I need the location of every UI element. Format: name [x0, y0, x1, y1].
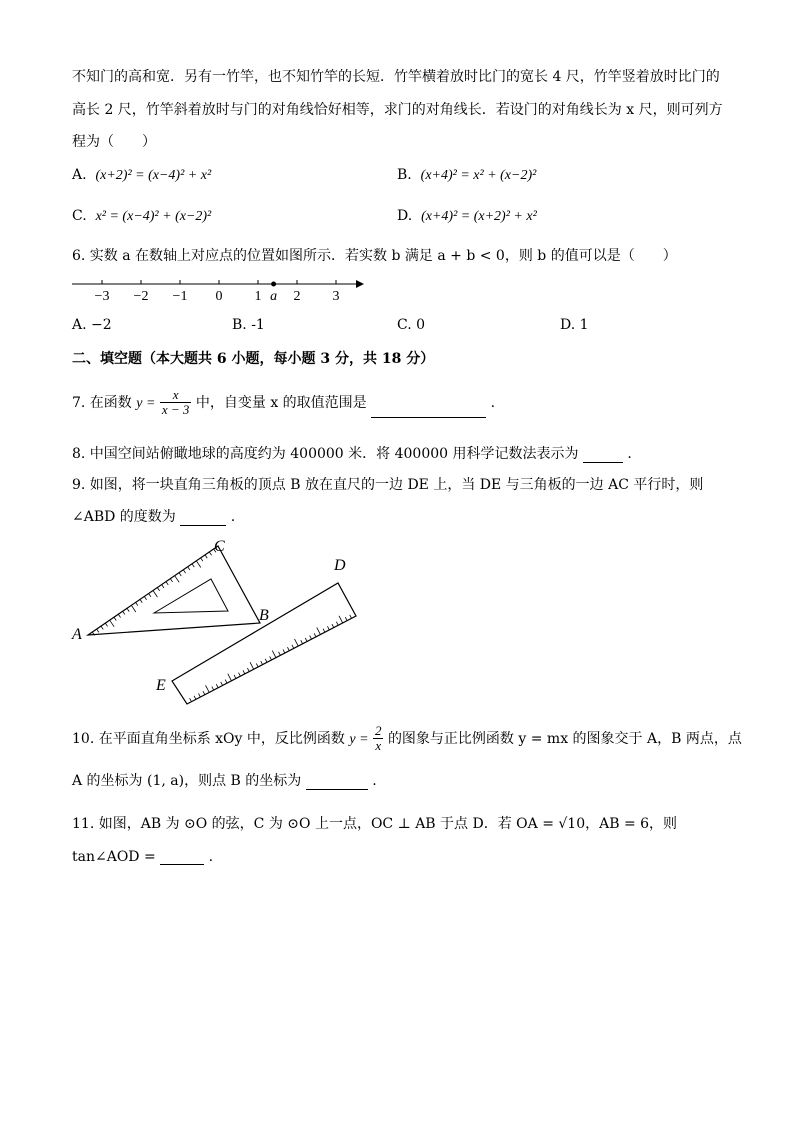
q7-answer-blank[interactable]: [371, 403, 486, 418]
option-label: A.: [72, 167, 87, 183]
q8-end: .: [627, 446, 632, 462]
ruler-tick: [265, 659, 267, 663]
ruler-tick: [345, 617, 347, 621]
ruler-tick: [243, 670, 245, 674]
label-b: B: [259, 607, 269, 624]
set-square-tick: [196, 561, 200, 568]
q9-line2: [72, 506, 235, 526]
q9-line1: 9. 如图，将一块直角三角板的顶点 B 放在直尺的一边 DE 上，当 DE 与三角板的一边 AC 平行时，则: [72, 477, 704, 493]
q8-answer-blank[interactable]: [583, 448, 623, 463]
set-square-inner-hole: [154, 579, 228, 613]
q8-text: 8. 中国空间站俯瞰地球的高度约为 400000 米．将 400000 用科学记数法表示为: [72, 446, 579, 462]
set-square-tick: [175, 576, 179, 583]
q11-answer-blank[interactable]: [160, 850, 204, 865]
set-square-tick: [114, 617, 116, 620]
q7-end: .: [490, 394, 496, 411]
number-line-tick-label: −3: [94, 289, 110, 304]
q6-option-c: C. 0: [397, 317, 426, 333]
q7-func-lhs: y =: [136, 395, 156, 411]
number-line-tick-label: 1: [254, 289, 262, 304]
q10-end: .: [372, 773, 377, 789]
ruler-tick: [279, 652, 281, 656]
ruler-tick: [206, 685, 210, 692]
set-square-tick: [136, 602, 138, 605]
q10-denominator: x: [375, 738, 382, 754]
ruler-tick: [221, 682, 223, 686]
q9-answer-blank[interactable]: [180, 511, 226, 526]
q10-prefix: 10. 在平面直角坐标系 xOy 中，反比例函数: [72, 730, 345, 747]
option-formula: (x+2)² = (x−4)² + x²: [95, 168, 212, 183]
label-d: D: [334, 557, 346, 574]
ruler-tick: [350, 615, 352, 619]
q5-option-a: [72, 167, 211, 184]
ruler-tick: [228, 674, 232, 681]
number-line-arrow: [356, 280, 364, 288]
ruler-tick: [212, 687, 214, 691]
q10-answer-blank[interactable]: [306, 775, 368, 790]
set-square-tick: [118, 614, 120, 617]
q5-option-d: [397, 208, 537, 225]
q9-angle: ∠ABD 的度数为: [72, 509, 176, 525]
set-square-tick: [140, 599, 142, 602]
q10-func-lhs: y =: [349, 731, 369, 747]
ruler-tick: [203, 691, 205, 695]
set-square-tick: [97, 629, 99, 632]
point-a-label: a: [270, 289, 278, 304]
q7-denominator: x − 3: [161, 402, 190, 418]
ruler-tick: [305, 638, 307, 642]
q9-end: .: [230, 509, 236, 525]
ruler-tick: [247, 668, 249, 672]
option-formula: x² = (x−4)² + (x−2)²: [95, 209, 212, 224]
section-heading: 二、填空题（本大题共 6 小题，每小题 3 分，共 18 分）: [72, 351, 435, 367]
ruler-tick: [339, 616, 343, 623]
ruler-tick: [292, 645, 294, 649]
ruler-tick: [234, 675, 236, 679]
ruler-tick: [239, 673, 241, 677]
option-label: B.: [397, 167, 412, 183]
set-square-tick: [179, 573, 181, 576]
q5-option-b: [397, 167, 536, 184]
q7-fraction: [160, 388, 192, 418]
number-line-figure: [70, 274, 370, 310]
q7-suffix: 中，自变量 x 的取值范围是: [195, 394, 367, 411]
number-line-tick-label: −1: [172, 289, 188, 304]
ruler-tick: [225, 680, 227, 684]
set-square-tick: [166, 582, 168, 585]
ruler-tick: [332, 624, 334, 628]
ruler-tick: [250, 662, 254, 669]
set-square-tick: [209, 552, 211, 555]
q6-text: 6. 实数 a 在数轴上对应点的位置如图所示．若实数 b 满足 a + b < 0，则 b 的值可以是（ ）: [72, 248, 677, 264]
ruler: [172, 583, 356, 704]
ruler-tick: [310, 636, 312, 640]
point-a: [271, 282, 276, 287]
set-square-ticks: [92, 549, 216, 635]
q5-option-c: [72, 208, 211, 225]
ruler-tick: [190, 698, 192, 702]
ruler-tick: [301, 640, 303, 644]
ruler-tick: [261, 661, 263, 665]
q10-line1: [72, 724, 742, 754]
q7-numerator: x: [160, 388, 192, 403]
ruler-tick: [327, 626, 329, 630]
label-e: E: [156, 677, 166, 694]
set-square-tick: [123, 611, 125, 614]
q7-prefix: 7. 在函数: [72, 394, 132, 411]
q5-line1: 不知门的高和宽．另有一竹竿，也不知竹竿的长短．竹竿横着放时比门的宽长 4 尺，竹竿竖着放时比门的: [72, 69, 720, 85]
ruler-tick: [287, 647, 289, 651]
label-c: C: [214, 538, 225, 555]
ruler-tick: [194, 696, 196, 700]
q11-line2: [72, 849, 213, 865]
ruler-tick: [336, 622, 338, 626]
set-square-tick: [205, 555, 207, 558]
ruler-tick: [295, 639, 299, 646]
ruler-tick: [283, 649, 285, 653]
q7-line: [72, 388, 495, 418]
q8-line: [72, 443, 632, 463]
set-square-tick: [162, 585, 164, 588]
set-square-tick: [149, 593, 151, 596]
q10-text2: A 的坐标为 (1, a)，则点 B 的坐标为: [72, 773, 302, 789]
q10-line2: [72, 770, 377, 790]
set-square-tick: [157, 588, 159, 591]
ruler-ticks: [190, 615, 352, 702]
option-formula: (x+4)² = (x+2)² + x²: [421, 209, 537, 224]
set-square-tick: [188, 567, 190, 570]
triangle-ruler-figure: [66, 536, 376, 706]
set-square-tick: [201, 558, 203, 561]
set-square-tick: [170, 579, 172, 582]
set-square-tick: [183, 570, 185, 573]
ruler-tick: [272, 651, 276, 658]
q11-end: .: [208, 849, 214, 865]
label-a: A: [72, 626, 82, 643]
number-line-tick-label: 0: [215, 289, 223, 304]
q6-option-a: A. −2: [72, 317, 112, 333]
q10-fraction: [373, 724, 384, 754]
set-square-tick: [144, 596, 146, 599]
set-square-tick: [105, 623, 107, 626]
option-formula: (x+4)² = x² + (x−2)²: [420, 168, 537, 183]
q6-option-d: D. 1: [560, 317, 589, 333]
q6-option-b: B. -1: [232, 317, 265, 333]
ruler-tick: [216, 684, 218, 688]
number-line-tick-label: 3: [332, 289, 340, 304]
set-square-tick: [192, 564, 194, 567]
q10-middle: 的图象与正比例函数 y = mx 的图象交于 A，B 两点，点: [387, 730, 742, 747]
number-line-tick-label: −2: [133, 289, 149, 304]
q11-line1: 11. 如图，AB 为 ⊙O 的弦，C 为 ⊙O 上一点，OC ⊥ AB 于点 D．若 OA = √10，AB = 6，则: [72, 816, 678, 832]
set-square-tick: [127, 608, 129, 611]
ruler-tick: [256, 663, 258, 667]
set-square-tick: [110, 620, 114, 627]
set-square-tick: [131, 605, 135, 612]
set-square-tick: [153, 591, 157, 598]
number-line-tick-label: 2: [293, 289, 301, 304]
q11-tan: tan∠AOD =: [72, 849, 156, 865]
q5-line2: 高长 2 尺，竹竿斜着放时与门的对角线恰好相等，求门的对角线长．若设门的对角线长为 x 尺，则可列方: [72, 102, 723, 118]
set-square: [88, 546, 260, 635]
ruler-tick: [314, 633, 316, 637]
ruler-tick: [323, 629, 325, 633]
set-square-tick: [101, 626, 103, 629]
ruler-tick: [199, 693, 201, 697]
option-label: D.: [397, 208, 413, 224]
option-label: C.: [72, 208, 87, 224]
q10-numerator: 2: [374, 723, 382, 738]
ruler-tick: [317, 627, 321, 634]
ruler-tick: [270, 656, 272, 660]
q5-line3: 程为（ ）: [72, 134, 156, 150]
